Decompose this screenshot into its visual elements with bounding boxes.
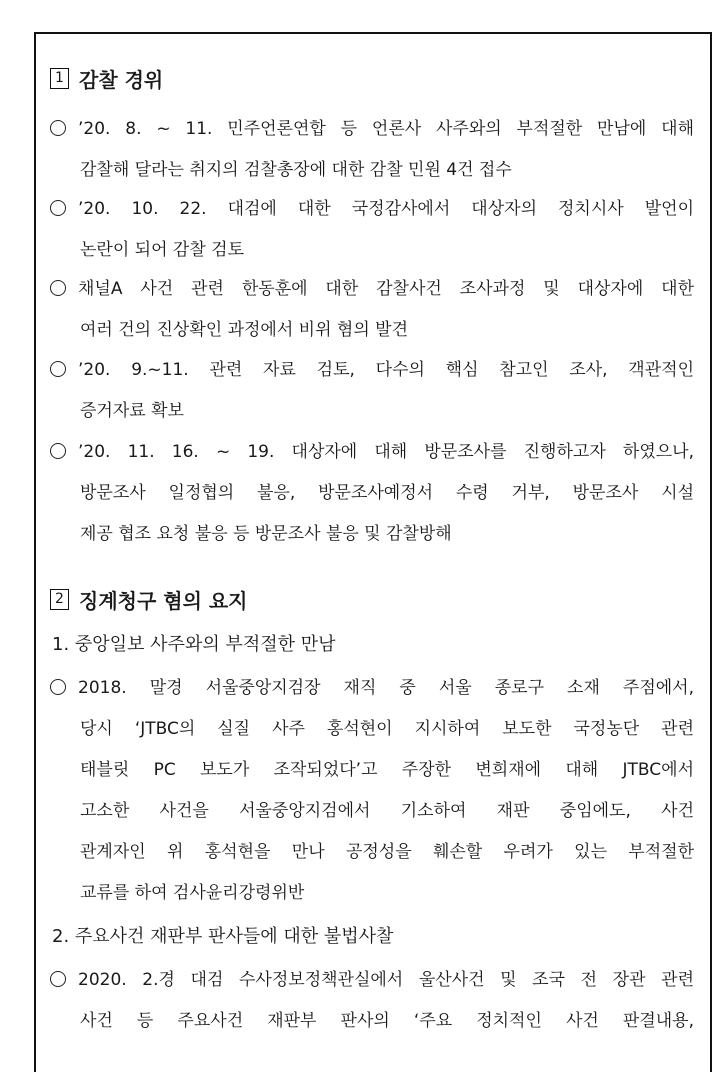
- section-1-heading: [50, 64, 163, 93]
- list-item: 2018. 말경 서울중앙지검장 재직 중 서울 종로구 소재 주점에서, 당시 ‘JTBC의 실질 사주 홍석현이 지시하여 보도한 국정농단 관련 태블릿 PC 보도가 조작되었다’고 주장한 변희재에 대해 JTBC에서 고소한 사건을 서울중앙지검에서 기소하여 재판 중임에도, 사건 관계자인 위 홍석현을 만나 공정성을 훼손할 우려가 있는 부적절한 교류를 하여 검사윤리강령위반: [50, 668, 698, 914]
- section-2-title: 징계청구 혐의 요지: [79, 589, 248, 613]
- list-item: ’20. 11. 16. ~ 19. 대상자에 대해 방문조사를 진행하고자 하였으나, 방문조사 일정협의 불응, 방문조사예정서 수령 거부, 방문조사 시설 제공 협조 요청 불응 등 방문조사 불응 및 감찰방해: [50, 432, 698, 555]
- subsection-1-heading: 1. 중앙일보 사주와의 부적절한 만남: [52, 634, 336, 655]
- circle-bullet-icon: [50, 120, 66, 136]
- section-1-number: 1: [50, 68, 69, 89]
- circle-bullet-icon: [50, 361, 66, 377]
- section-2-heading: [50, 585, 248, 614]
- circle-bullet-icon: [50, 200, 66, 216]
- list-item: ’20. 10. 22. 대검에 대한 국정감사에서 대상자의 정치시사 발언이 논란이 되어 감찰 검토: [50, 189, 698, 271]
- circle-bullet-icon: [50, 280, 66, 296]
- section-1-title: 감찰 경위: [79, 68, 164, 92]
- list-item: 채널A 사건 관련 한동훈에 대한 감찰사건 조사과정 및 대상자에 대한 여러 건의 진상확인 과정에서 비위 혐의 발견: [50, 269, 698, 351]
- list-item: 2020. 2.경 대검 수사정보정책관실에서 울산사건 및 조국 전 장관 관련 사건 등 주요사건 재판부 판사의 ‘주요 정치적인 사건 판결내용,: [50, 960, 698, 1042]
- circle-bullet-icon: [50, 679, 66, 695]
- subsection-2-heading: 2. 주요사건 재판부 판사들에 대한 불법사찰: [52, 926, 394, 947]
- circle-bullet-icon: [50, 443, 66, 459]
- list-item: ’20. 9.~11. 관련 자료 검토, 다수의 핵심 참고인 조사, 객관적인 증거자료 확보: [50, 350, 698, 432]
- circle-bullet-icon: [50, 971, 66, 987]
- section-2-number: 2: [50, 589, 69, 610]
- list-item: ’20. 8. ~ 11. 민주언론연합 등 언론사 사주와의 부적절한 만남에 대해 감찰해 달라는 취지의 검찰총장에 대한 감찰 민원 4건 접수: [50, 109, 698, 191]
